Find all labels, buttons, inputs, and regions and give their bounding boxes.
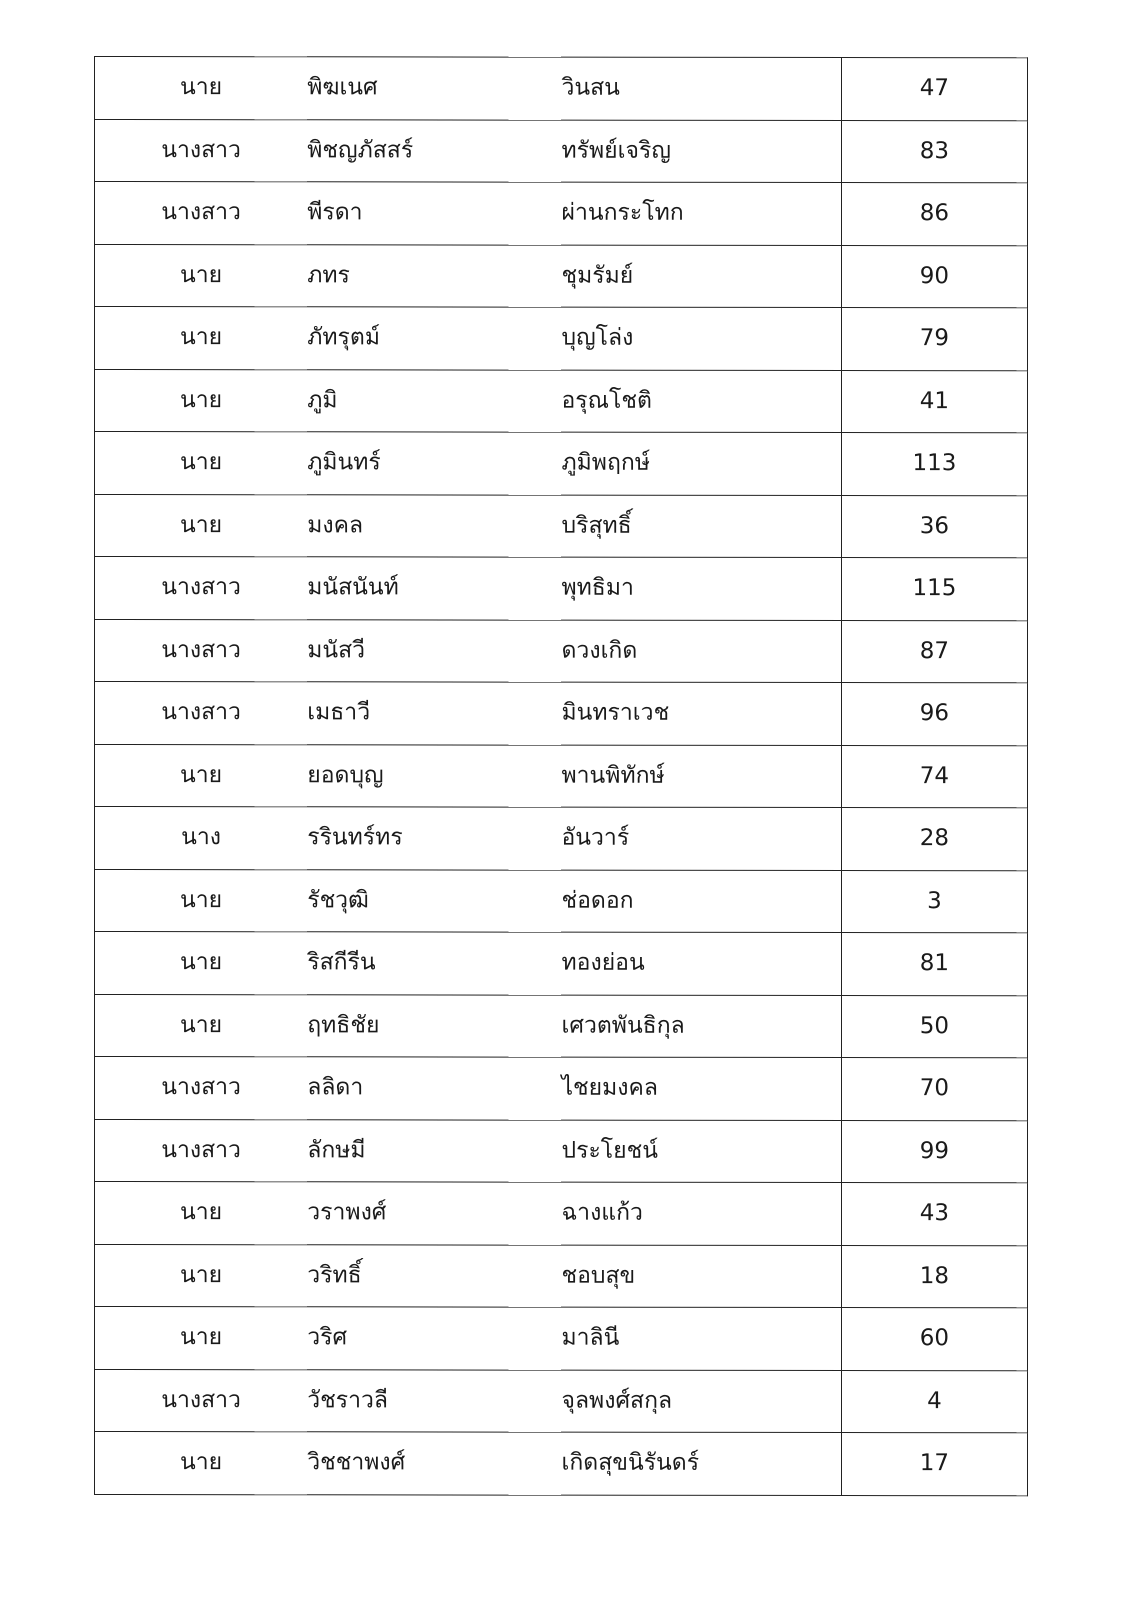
title-cell: นาย — [95, 307, 308, 370]
title-cell: นาย — [95, 744, 308, 807]
table-row — [95, 432, 1028, 496]
first-name-cell: พิชญภัสสร์ — [307, 119, 561, 182]
number-cell: 60 — [841, 1308, 1027, 1371]
last-name-cell: ช่อดอก — [561, 870, 841, 933]
number-cell: 90 — [841, 245, 1027, 308]
table-row — [95, 932, 1028, 996]
number-cell: 115 — [841, 558, 1027, 621]
first-name-cell: วราพงศ์ — [307, 1182, 561, 1245]
first-name-cell: ริสกีรีน — [307, 932, 561, 995]
last-name-cell: วินสน — [561, 57, 841, 120]
first-name-cell: ภูมินทร์ — [307, 432, 561, 495]
last-name-cell: ภูมิพฤกษ์ — [561, 432, 841, 495]
first-name-cell: เมธาวี — [307, 682, 561, 745]
title-cell: นาย — [95, 244, 308, 307]
table-row — [95, 1369, 1028, 1433]
name-list-table — [94, 56, 1028, 1496]
first-name-cell: วิชชาพงศ์ — [307, 1432, 561, 1495]
last-name-cell: จุลพงศ์สกุล — [561, 1370, 841, 1433]
table-row — [95, 807, 1028, 871]
title-cell: นาย — [95, 494, 308, 557]
first-name-cell: วริศ — [307, 1307, 561, 1370]
title-cell: นาย — [95, 57, 308, 120]
first-name-cell: ภูมิ — [307, 369, 561, 432]
title-cell: นาย — [95, 432, 308, 495]
table-row — [95, 682, 1028, 746]
first-name-cell: ยอดบุญ — [307, 744, 561, 807]
number-cell: 4 — [841, 1370, 1027, 1433]
first-name-cell: มนัสวี — [307, 619, 561, 682]
number-cell: 70 — [841, 1058, 1027, 1121]
first-name-cell: รรินทร์ทร — [307, 807, 561, 870]
title-cell: นาย — [95, 1182, 308, 1245]
table-row — [95, 1432, 1028, 1496]
last-name-cell: ผ่านกระโทก — [561, 182, 841, 245]
number-cell: 50 — [841, 995, 1027, 1058]
number-cell: 79 — [841, 308, 1027, 371]
name-list-body — [95, 57, 1028, 1496]
last-name-cell: มาลินี — [561, 1307, 841, 1370]
first-name-cell: พิฆเนศ — [307, 57, 561, 120]
first-name-cell: รัชวุฒิ — [307, 869, 561, 932]
table-row — [95, 744, 1028, 808]
number-cell: 74 — [841, 745, 1027, 808]
number-cell: 99 — [841, 1120, 1027, 1183]
number-cell: 41 — [841, 370, 1027, 433]
number-cell: 96 — [841, 683, 1027, 746]
number-cell: 81 — [841, 933, 1027, 996]
title-cell: นางสาว — [95, 619, 308, 682]
title-cell: นางสาว — [95, 119, 308, 182]
number-cell: 47 — [841, 58, 1027, 121]
last-name-cell: เกิดสุขนิรันดร์ — [561, 1432, 841, 1495]
number-cell: 3 — [841, 870, 1027, 933]
title-cell: นางสาว — [95, 557, 308, 620]
table-row — [95, 1057, 1028, 1121]
first-name-cell: ภัทรุตม์ — [307, 307, 561, 370]
last-name-cell: ทรัพย์เจริญ — [561, 120, 841, 183]
number-cell: 83 — [841, 120, 1027, 183]
number-cell: 18 — [841, 1245, 1027, 1308]
first-name-cell: มงคล — [307, 494, 561, 557]
last-name-cell: พานพิทักษ์ — [561, 745, 841, 808]
last-name-cell: อันวาร์ — [561, 807, 841, 870]
number-cell: 113 — [841, 433, 1027, 496]
number-cell: 87 — [841, 620, 1027, 683]
title-cell: นางสาว — [95, 682, 308, 745]
title-cell: นาย — [95, 994, 308, 1057]
table-row — [95, 494, 1028, 558]
last-name-cell: มินทราเวช — [561, 682, 841, 745]
last-name-cell: พุทธิมา — [561, 557, 841, 620]
title-cell: นาย — [95, 1244, 308, 1307]
table-row — [95, 869, 1028, 933]
first-name-cell: วัชราวลี — [307, 1369, 561, 1432]
first-name-cell: วริทธิ์ — [307, 1244, 561, 1307]
table-row — [95, 994, 1028, 1058]
table-row — [95, 119, 1028, 183]
title-cell: นางสาว — [95, 182, 308, 245]
last-name-cell: ประโยชน์ — [561, 1120, 841, 1183]
title-cell: นางสาว — [95, 1057, 308, 1120]
number-cell: 36 — [841, 495, 1027, 558]
title-cell: นาย — [95, 932, 308, 995]
table-row — [95, 1119, 1028, 1183]
title-cell: นางสาว — [95, 1119, 308, 1182]
number-cell: 86 — [841, 183, 1027, 246]
last-name-cell: บริสุทธิ์ — [561, 495, 841, 558]
last-name-cell: ทองย่อน — [561, 932, 841, 995]
first-name-cell: ลลิดา — [307, 1057, 561, 1120]
table-row — [95, 1244, 1028, 1308]
first-name-cell: ภทร — [307, 244, 561, 307]
last-name-cell: บุญโล่ง — [561, 307, 841, 370]
title-cell: นาย — [95, 1432, 308, 1495]
table-row — [95, 182, 1028, 246]
title-cell: นาย — [95, 869, 308, 932]
last-name-cell: ดวงเกิด — [561, 620, 841, 683]
table-row — [95, 619, 1028, 683]
title-cell: นาย — [95, 369, 308, 432]
title-cell: นางสาว — [95, 1369, 308, 1432]
first-name-cell: ฤทธิชัย — [307, 994, 561, 1057]
table-row — [95, 307, 1028, 371]
table-row — [95, 244, 1028, 308]
last-name-cell: ฉางแก้ว — [561, 1182, 841, 1245]
last-name-cell: ชุมรัมย์ — [561, 245, 841, 308]
table-row — [95, 1182, 1028, 1246]
number-cell: 43 — [841, 1183, 1027, 1246]
title-cell: นาย — [95, 1307, 308, 1370]
first-name-cell: มนัสนันท์ — [307, 557, 561, 620]
first-name-cell: พีรดา — [307, 182, 561, 245]
title-cell: นาง — [95, 807, 308, 870]
last-name-cell: เศวตพันธิกุล — [561, 995, 841, 1058]
table-row — [95, 557, 1028, 621]
last-name-cell: ชอบสุข — [561, 1245, 841, 1308]
last-name-cell: ไชยมงคล — [561, 1057, 841, 1120]
number-cell: 28 — [841, 808, 1027, 871]
table-row — [95, 369, 1028, 433]
first-name-cell: ลักษมี — [307, 1119, 561, 1182]
table-row — [95, 57, 1028, 121]
table-row — [95, 1307, 1028, 1371]
number-cell: 17 — [841, 1433, 1027, 1496]
last-name-cell: อรุณโชติ — [561, 370, 841, 433]
